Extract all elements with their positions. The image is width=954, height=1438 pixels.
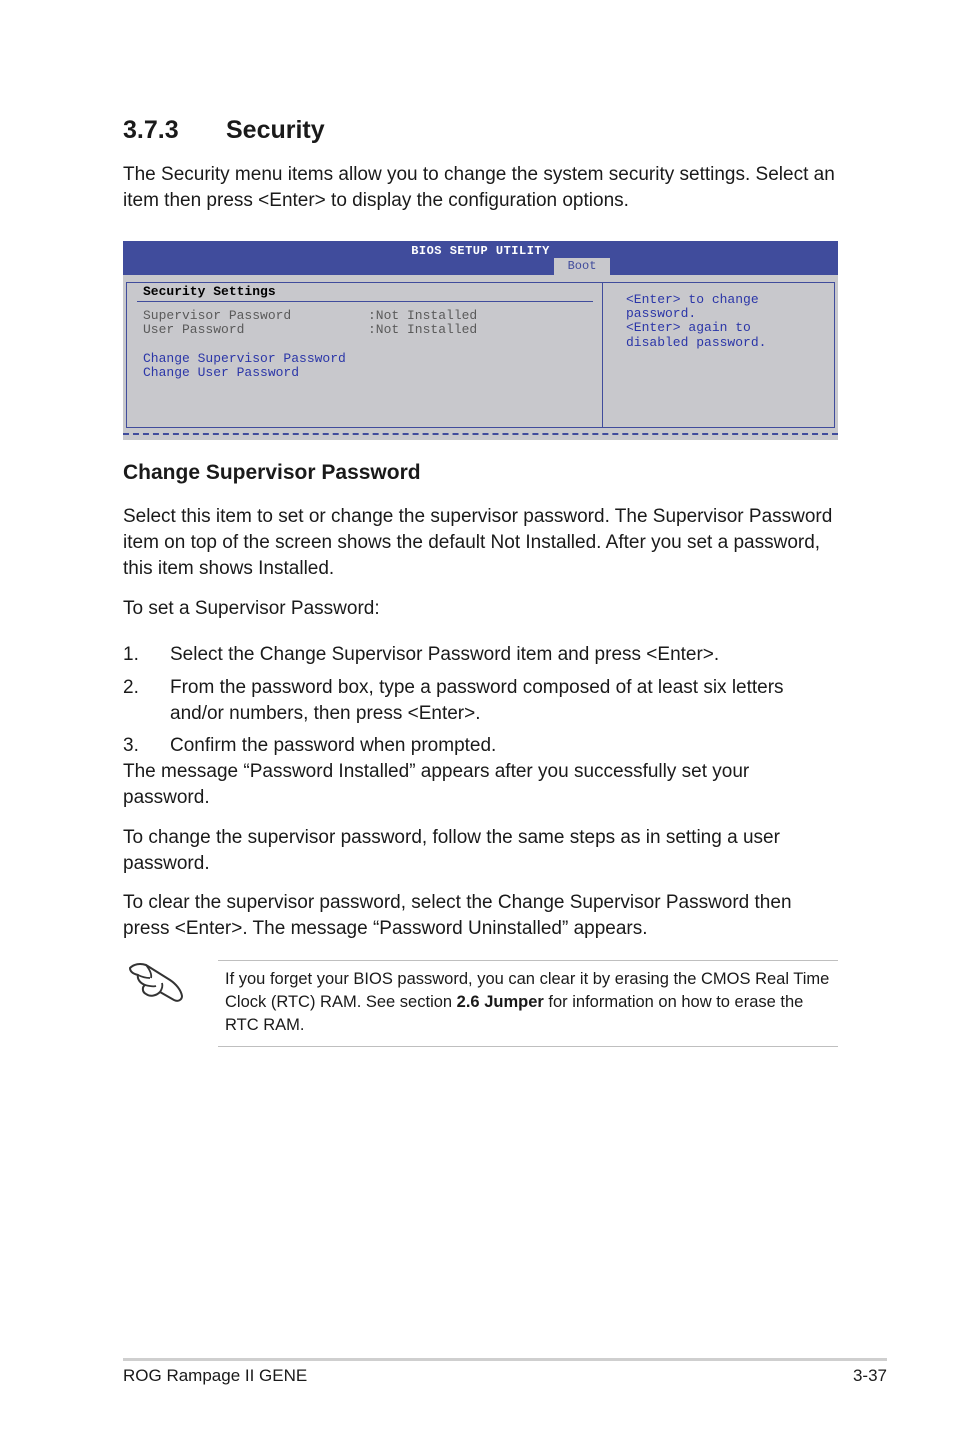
step-text: From the password box, type a password composed of at least six letters and/or numbers, then press <Enter>. [170, 677, 784, 724]
step-text: Confirm the password when prompted. [170, 735, 497, 756]
note-text-start: If you forget your BIOS password, you can clear it by erasing the CMOS Real Time Clock (RTC) RAM. See section [225, 970, 830, 1011]
section-heading [123, 116, 325, 145]
bios-section-header: Security Settings [143, 284, 276, 299]
footer-product: ROG Rampage II GENE [123, 1366, 308, 1385]
step-item [123, 642, 719, 668]
paragraph-description: Select this item to set or change the supervisor password. The Supervisor Password item on top of the screen shows the default Not Installed. After you set a password, this item shows Installed. [123, 506, 833, 579]
bios-row-user-label: User Password [143, 322, 245, 337]
bios-header-rule [137, 301, 593, 302]
intro-paragraph: The Security menu items allow you to change the system security settings. Select an item then press <Enter> to display the configuration options. [123, 164, 835, 211]
note-top-rule [218, 960, 838, 961]
section-title: Security [226, 116, 325, 144]
bios-tab-boot[interactable]: Boot [554, 258, 610, 275]
bios-title-bar [123, 241, 838, 275]
footer-rule [123, 1358, 887, 1361]
bios-item-change-user-password[interactable]: Change User Password [143, 365, 300, 380]
subsection-heading: Change Supervisor Password [123, 461, 421, 484]
bios-title: BIOS SETUP UTILITY [411, 244, 550, 258]
bios-help-line: disabled password. [626, 335, 767, 350]
note-text-end: for information on how to erase the RTC RAM. [225, 993, 804, 1034]
bios-row-supervisor-value: :Not Installed [368, 308, 478, 323]
note-bottom-rule [218, 1046, 838, 1047]
hand-note-icon [126, 956, 186, 1004]
step-item [123, 675, 843, 727]
step-number: 1. [123, 644, 139, 665]
step-number: 2. [123, 677, 139, 698]
paragraph-steps-intro: To set a Supervisor Password: [123, 598, 380, 619]
bios-bottom-dashes [123, 433, 838, 435]
step-text: Select the Change Supervisor Password item and press <Enter>. [170, 644, 720, 665]
section-number: 3.7.3 [123, 116, 179, 144]
paragraph-clear-password: To clear the supervisor password, select the Change Supervisor Password then press <Enter>. The message “Password Uninstalled” appears. [123, 892, 792, 939]
paragraph-change-password: To change the supervisor password, follow the same steps as in setting a user password. [123, 827, 780, 874]
note-jumper-reference: 2.6 Jumper [456, 993, 544, 1011]
note-text [225, 968, 830, 1037]
bios-help-line: <Enter> to change [626, 292, 759, 307]
paragraph-installed-message: The message “Password Installed” appears after you successfully set your password. [123, 761, 750, 808]
step-item [123, 733, 496, 759]
bios-row-supervisor-label: Supervisor Password [143, 308, 292, 323]
bios-screen [123, 241, 838, 440]
bios-help-line: <Enter> again to [626, 320, 751, 335]
bios-row-user-value: :Not Installed [368, 322, 478, 337]
bios-item-change-supervisor-password[interactable]: Change Supervisor Password [143, 351, 346, 366]
footer-page-number: 3-37 [852, 1366, 887, 1385]
bios-panel-divider [602, 282, 603, 427]
step-number: 3. [123, 735, 139, 756]
bios-help-line: password. [626, 306, 697, 321]
